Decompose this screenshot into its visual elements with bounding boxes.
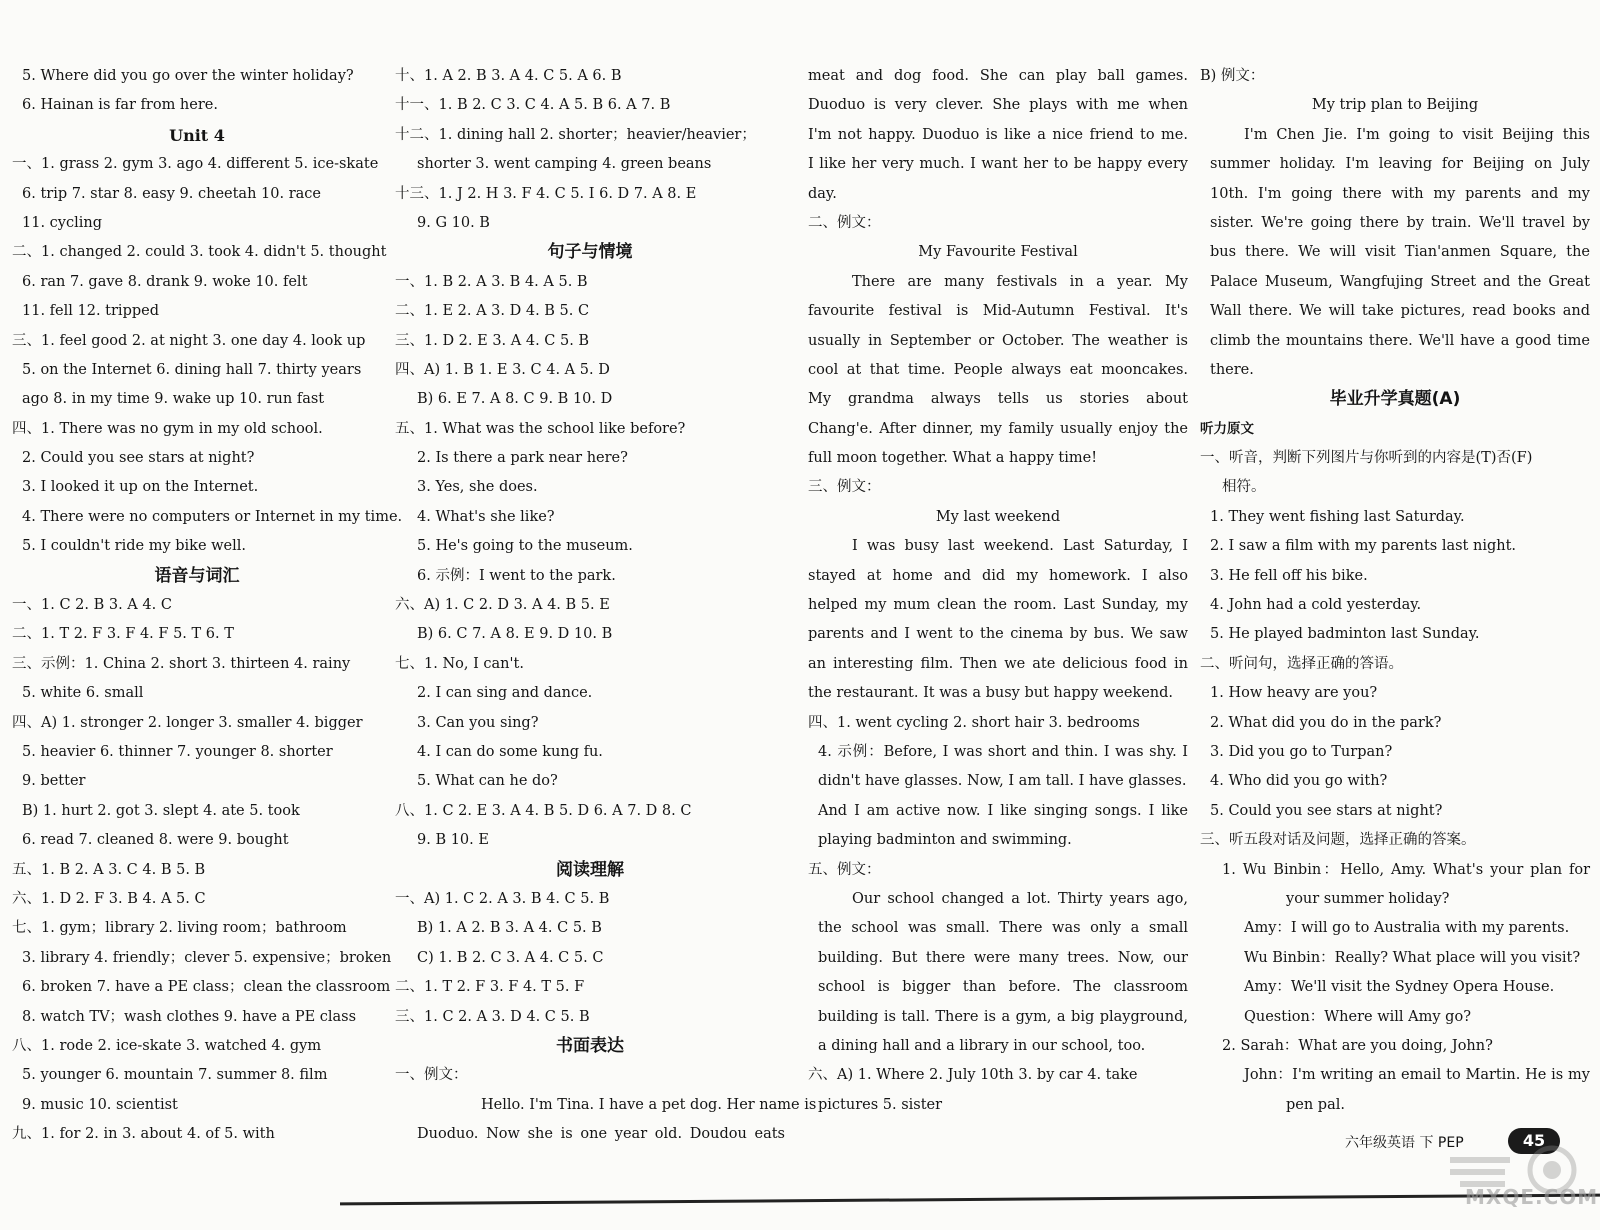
- answer-line: the school was small. There was only a small: [818, 920, 1188, 937]
- answer-line: pen pal.: [1286, 1096, 1345, 1113]
- answer-line: 四、1. There was no gym in my old school.: [12, 420, 323, 437]
- answer-line: 5. He's going to the museum.: [417, 538, 633, 555]
- answer-line: B) 1. A 2. B 3. A 4. C 5. B: [417, 920, 602, 937]
- answer-line: And I am active now. I like singing songs. I like: [818, 802, 1188, 819]
- answer-column-2: [395, 62, 817, 1149]
- answer-line: 三、例文：: [808, 479, 881, 496]
- answer-line: 七、1. gym；library 2. living room；bathroom: [12, 920, 347, 937]
- answer-line: 5. on the Internet 6. dining hall 7. thirty years: [22, 361, 362, 378]
- section-heading: 听力原文: [1200, 420, 1254, 437]
- answer-line: 5. white 6. small: [22, 685, 144, 702]
- answer-line: 五、1. B 2. A 3. C 4. B 5. B: [12, 861, 206, 878]
- answer-line: There are many festivals in a year. My: [852, 273, 1188, 290]
- answer-line: 十一、1. B 2. C 3. C 4. A 5. B 6. A 7. B: [395, 97, 671, 114]
- watermark-text: MXQE.COM: [1465, 1185, 1599, 1209]
- answer-line: Wu Binbin：Really? What place will you visit?: [1244, 949, 1581, 966]
- answer-line: 1. How heavy are you?: [1210, 685, 1378, 702]
- answer-line: 一、1. B 2. A 3. B 4. A 5. B: [395, 273, 588, 290]
- answer-line: John：I'm writing an email to Martin. He is my: [1244, 1067, 1590, 1084]
- answer-line: 七、1. No, I can't.: [395, 655, 524, 672]
- answer-line: 五、1. What was the school like before?: [395, 420, 686, 437]
- answer-line: building is tall. There is a gym, a big playground,: [818, 1008, 1188, 1025]
- page-number: 45: [1508, 1128, 1560, 1154]
- answer-line: 3. Can you sing?: [417, 714, 539, 731]
- answer-line: 十二、1. dining hall 2. shorter；heavier/heavier；: [395, 126, 756, 143]
- answer-line: 6. Hainan is far from here.: [22, 97, 218, 114]
- answer-line: 八、1. C 2. E 3. A 4. B 5. D 6. A 7. D 8. C: [395, 802, 692, 819]
- section-heading: My trip plan to Beijing: [1311, 97, 1479, 114]
- answer-line: 六、A) 1. Where 2. July 10th 3. by car 4. take: [808, 1067, 1138, 1084]
- answer-line: 9. music 10. scientist: [22, 1096, 178, 1113]
- answer-line: 六、1. D 2. F 3. B 4. A 5. C: [12, 890, 206, 907]
- answer-line: didn't have glasses. Now, I am tall. I have glasses.: [818, 773, 1187, 790]
- answer-line: 4. Who did you go with?: [1210, 773, 1388, 790]
- answer-line: 4. There were no computers or Internet in my time.: [22, 508, 403, 525]
- answer-line: 3. library 4. friendly；clever 5. expensive；broken: [22, 949, 392, 966]
- answer-line: 6. broken 7. have a PE class；clean the classroom: [22, 979, 391, 996]
- answer-line: the restaurant. It was a busy but happy weekend.: [808, 685, 1174, 702]
- answer-line: I was busy last weekend. Last Saturday, I: [852, 538, 1188, 555]
- answer-line: 相符。: [1222, 479, 1266, 496]
- answer-line: 六、A) 1. C 2. D 3. A 4. B 5. E: [395, 597, 610, 614]
- answer-line: 四、A) 1. stronger 2. longer 3. smaller 4. bigger: [12, 714, 363, 731]
- answer-line: there.: [1210, 361, 1254, 378]
- answer-line: 一、例文：: [395, 1067, 468, 1084]
- answer-line: 3. Did you go to Turpan?: [1210, 743, 1393, 760]
- answer-line: meat and dog food. She can play ball games.: [808, 68, 1188, 84]
- answer-line: 9. B 10. E: [417, 832, 489, 849]
- answer-line: Amy：We'll visit the Sydney Opera House.: [1244, 979, 1555, 996]
- answer-line: helped my mum clean the room. Last Sunday, my: [808, 597, 1188, 614]
- book-title-label: 六年级英语 下 PEP: [1345, 1135, 1464, 1151]
- answer-line: 2. What did you do in the park?: [1210, 714, 1442, 731]
- answer-line: B) 6. C 7. A 8. E 9. D 10. B: [417, 626, 613, 643]
- answer-line: climb the mountains there. We'll have a good time: [1210, 332, 1590, 349]
- answer-line: 三、听五段对话及问题，选择正确的答案。: [1200, 832, 1476, 849]
- answer-line: 九、1. for 2. in 3. about 4. of 5. with: [12, 1126, 275, 1143]
- answer-line: 6. read 7. cleaned 8. were 9. bought: [22, 832, 289, 849]
- answer-line: B) 6. E 7. A 8. C 9. B 10. D: [417, 391, 613, 408]
- answer-line: 二、例文：: [808, 214, 881, 231]
- answer-line: 二、1. T 2. F 3. F 4. T 5. F: [395, 979, 585, 996]
- answer-line: 3. I looked it up on the Internet.: [22, 479, 259, 496]
- answer-line: 9. G 10. B: [417, 214, 490, 231]
- answer-line: 5. Where did you go over the winter holiday?: [22, 68, 354, 84]
- section-heading: 句子与情境: [547, 242, 633, 263]
- answer-line: sister. We're going there by train. We'll travel by: [1210, 214, 1590, 231]
- answer-line: summer holiday. I'm leaving for Beijing on July: [1210, 156, 1590, 173]
- answer-line: Hello. I'm Tina. I have a pet dog. Her name is: [481, 1096, 817, 1113]
- answer-line: B) 1. hurt 2. got 3. slept 4. ate 5. took: [22, 802, 300, 819]
- answer-line: I'm Chen Jie. I'm going to visit Beijing this: [1244, 126, 1590, 143]
- answer-line: 10th. I'm going there with my parents and my: [1210, 185, 1590, 202]
- answer-line: 八、1. rode 2. ice-skate 3. watched 4. gym: [12, 1037, 322, 1054]
- answer-line: favourite festival is Mid-Autumn Festival. It's: [808, 303, 1188, 320]
- answer-line: Palace Museum, Wangfujing Street and the Great: [1210, 273, 1590, 290]
- answer-column-4: [1200, 62, 1590, 1120]
- answer-line: 5. younger 6. mountain 7. summer 8. film: [22, 1067, 328, 1084]
- answer-line: usually in September or October. The weather is: [808, 332, 1188, 349]
- bottom-rule: [340, 1194, 1600, 1206]
- answer-line: 2. I saw a film with my parents last night.: [1210, 538, 1517, 555]
- answer-line: Duoduo. Now she is one year old. Doudou eats: [417, 1126, 785, 1143]
- answer-line: 8. watch TV；wash clothes 9. have a PE class: [22, 1008, 357, 1025]
- answer-line: 二、听问句，选择正确的答语。: [1200, 655, 1403, 672]
- answer-line: 四、1. went cycling 2. short hair 3. bedrooms: [808, 714, 1140, 731]
- answer-line: B) 例文：: [1200, 68, 1265, 84]
- answer-line: 一、听音，判断下列图片与你听到的内容是(T)否(F): [1200, 450, 1533, 467]
- answer-line: 十、1. A 2. B 3. A 4. C 5. A 6. B: [395, 68, 622, 84]
- answer-line: 三、示例：1. China 2. short 3. thirteen 4. rainy: [12, 655, 351, 672]
- answer-line: 6. 示例：I went to the park.: [417, 567, 616, 584]
- answer-line: 一、1. grass 2. gym 3. ago 4. different 5. ice-skate: [12, 156, 379, 173]
- answer-line: 2. Could you see stars at night?: [22, 450, 255, 467]
- answer-line: Wall there. We will take pictures, read books and: [1210, 303, 1590, 320]
- answer-line: 二、1. changed 2. could 3. took 4. didn't 5. thought: [12, 244, 387, 261]
- answer-line: an interesting film. Then we ate delicious food in: [808, 655, 1188, 672]
- answer-column-3: [808, 62, 1188, 1120]
- answer-line: Amy：I will go to Australia with my parents.: [1244, 920, 1570, 937]
- answer-line: day.: [808, 185, 837, 202]
- answer-line: parents and I went to the cinema by bus. We saw: [808, 626, 1188, 643]
- answer-column-1: [12, 62, 403, 1149]
- answer-line: playing badminton and swimming.: [818, 832, 1072, 849]
- answer-line: ago 8. in my time 9. wake up 10. run fast: [22, 391, 325, 408]
- answer-line: 4. I can do some kung fu.: [417, 743, 603, 760]
- answer-line: I like her very much. I want her to be happy every: [808, 156, 1188, 173]
- section-heading: Unit 4: [169, 125, 225, 145]
- answer-line: pictures 5. sister: [818, 1096, 943, 1113]
- answer-line: 5. He played badminton last Sunday.: [1210, 626, 1480, 643]
- answer-line: a dining hall and a library in our school, too.: [818, 1037, 1146, 1054]
- section-heading: 毕业升学真题(A): [1329, 389, 1461, 410]
- answer-line: 3. Yes, she does.: [417, 479, 538, 496]
- answer-line: Question：Where will Amy go?: [1244, 1008, 1471, 1025]
- answer-line: 三、1. feel good 2. at night 3. one day 4. look up: [12, 332, 366, 349]
- section-heading: My last weekend: [935, 508, 1061, 525]
- section-heading: 阅读理解: [556, 859, 624, 880]
- answer-line: 3. He fell off his bike.: [1210, 567, 1368, 584]
- section-heading: 书面表达: [556, 1035, 624, 1056]
- answer-line: 四、A) 1. B 1. E 3. C 4. A 5. D: [395, 361, 610, 378]
- answer-line: 三、1. D 2. E 3. A 4. C 5. B: [395, 332, 590, 349]
- answer-line: 5. Could you see stars at night?: [1210, 802, 1443, 819]
- answer-line: 4. 示例：Before, I was short and thin. I was shy. I: [818, 743, 1188, 760]
- answer-line: 2. I can sing and dance.: [417, 685, 593, 702]
- section-heading: My Favourite Festival: [918, 244, 1078, 261]
- answer-line: 五、例文：: [808, 861, 881, 878]
- answer-line: 2. Is there a park near here?: [417, 450, 628, 467]
- answer-line: 6. ran 7. gave 8. drank 9. woke 10. felt: [22, 273, 308, 290]
- answer-line: 11. cycling: [22, 214, 102, 231]
- answer-line: 十三、1. J 2. H 3. F 4. C 5. I 6. D 7. A 8. E: [395, 185, 697, 202]
- answer-line: full moon together. What a happy time!: [808, 450, 1098, 467]
- answer-line: 一、A) 1. C 2. A 3. B 4. C 5. B: [395, 890, 610, 907]
- answer-line: 9. better: [22, 773, 86, 790]
- answer-line: stayed at home and did my homework. I also: [808, 567, 1188, 584]
- answer-line: 一、1. C 2. B 3. A 4. C: [12, 597, 172, 614]
- answer-line: 1. Wu Binbin：Hello, Amy. What's your plan for: [1222, 861, 1590, 878]
- answer-line: shorter 3. went camping 4. green beans: [417, 156, 712, 173]
- answer-line: 6. trip 7. star 8. easy 9. cheetah 10. race: [22, 185, 321, 202]
- answer-line: 5. What can he do?: [417, 773, 558, 790]
- answer-line: 2. Sarah：What are you doing, John?: [1222, 1037, 1493, 1054]
- answer-line: 5. heavier 6. thinner 7. younger 8. shorter: [22, 743, 333, 760]
- answer-line: cool at that time. People always eat mooncakes.: [808, 361, 1188, 378]
- answer-line: C) 1. B 2. C 3. A 4. C 5. C: [417, 949, 604, 966]
- answer-line: 三、1. C 2. A 3. D 4. C 5. B: [395, 1008, 590, 1025]
- section-heading: 语音与词汇: [154, 565, 240, 586]
- answer-line: 4. What's she like?: [417, 508, 555, 525]
- answer-line: My grandma always tells us stories about: [808, 391, 1188, 408]
- answer-line: school is bigger than before. The classroom: [818, 979, 1188, 996]
- answer-line: Our school changed a lot. Thirty years ago,: [852, 890, 1188, 907]
- answer-line: Duoduo is very clever. She plays with me when: [808, 97, 1188, 114]
- answer-line: your summer holiday?: [1286, 890, 1450, 907]
- answer-line: Chang'e. After dinner, my family usually enjoy the: [808, 420, 1188, 437]
- answer-line: building. But there were many trees. Now, our: [818, 949, 1188, 966]
- answer-line: 二、1. T 2. F 3. F 4. F 5. T 6. T: [12, 626, 234, 643]
- answer-line: I'm not happy. Duoduo is like a nice friend to me.: [808, 126, 1188, 143]
- answer-line: 11. fell 12. tripped: [22, 303, 159, 320]
- answer-line: 1. They went fishing last Saturday.: [1210, 508, 1465, 525]
- answer-line: 4. John had a cold yesterday.: [1210, 597, 1422, 614]
- answer-line: 二、1. E 2. A 3. D 4. B 5. C: [395, 303, 590, 320]
- answer-line: bus there. We will visit Tian'anmen Square, the: [1210, 244, 1590, 261]
- answer-line: 5. I couldn't ride my bike well.: [22, 538, 247, 555]
